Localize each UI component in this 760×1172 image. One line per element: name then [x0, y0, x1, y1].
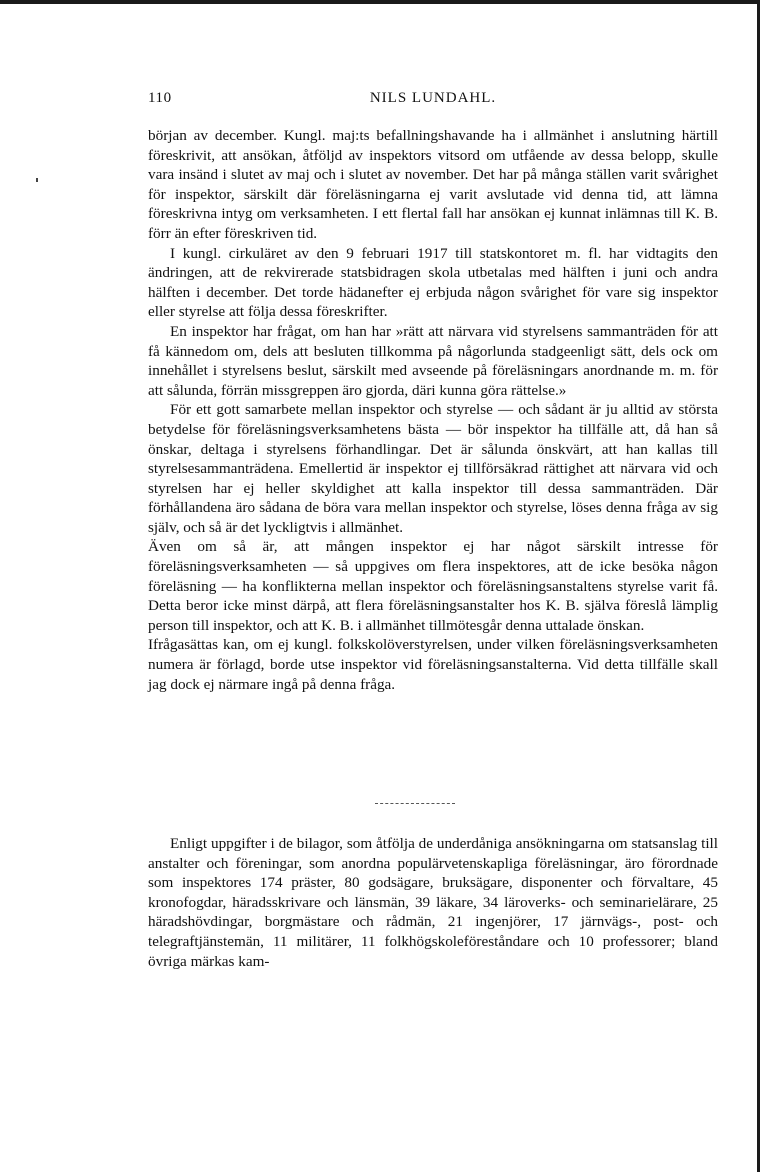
margin-mark — [36, 178, 38, 182]
top-border-rule — [0, 0, 760, 4]
page-header — [148, 90, 718, 112]
section-divider — [375, 803, 455, 804]
paragraph: För ett gott samarbete mellan inspektor och styrelse — och sådant är ju alltid av största betydelse för föreläsningsverksamhetens bästa — bör inspektor ha tillfälle att, då han så önskar, deltaga i styrelsens förhandlingar. Det är sålunda önskvärt, att han kallas till styrelsesammanträdena. Emellertid är inspektor ej tillförsäkrad rättighet att närvara vid och styrelsen har ej heller skyldighet att kalla inspektor till dessa sammanträden. Där förhållandena äro sådana de böra vara mellan inspektor och styrelse, löses denna fråga av sig själv, och så är det lyckligtvis i allmänhet. — [148, 401, 718, 536]
body-text-section-1 — [148, 126, 718, 694]
running-head: NILS LUNDAHL. — [369, 90, 497, 106]
paragraph: En inspektor har frågat, om han har »rätt att närvara vid styrelsens sammanträden för att få kännedom om, dels att besluten tillkomma på någorlunda stadgeenligt sätt, dels ock om innehållet i styrelsens beslut, särskilt med avseende på föreläsningars anordnande m. m. för att sålunda, förrän missgreppen äro gjorda, däri kunna göra rättelse.» — [148, 322, 718, 399]
body-text-section-2 — [148, 834, 718, 971]
paragraph: Ifrågasättas kan, om ej kungl. folkskolöverstyrelsen, under vilken föreläsningsverksamheten numera är förlagd, borde utse inspektor vid föreläsningsanstalterna. Vid detta tillfälle skall jag dock ej närmare ingå på denna fråga. — [148, 636, 718, 693]
paragraph: början av december. Kungl. maj:ts befallningshavande ha i allmänhet i anslutning härtill föreskrivit, att ansökan, åtföljd av inspektors vitsord om utfående av dessa belopp, skulle vara insänd i slutet av maj och i slutet av november. Det har på många ställen varit svårighet för inspektor, särskilt där föreläsningarna ej varit avslutade vid denna tid, att lämna föreskrivna intyg om verksamheten. I ett flertal fall har ansökan ej kunnat inlämnas till K. B. förr än efter föreskriven tid. — [148, 127, 718, 242]
paragraph: Enligt uppgifter i de bilagor, som åtfölja de underdåniga ansökningarna om statsanslag till anstalter och föreningar, som anordna populärvetenskapliga föreläsningar, äro förordnade som inspektores 174 präster, 80 godsägare, bruksägare, disponenter och förvaltare, 45 kronofogdar, häradsskrivare och länsmän, 39 läkare, 34 läroverks- och seminarielärare, 25 häradshövdingar, borgmästare och rådmän, 21 ingenjörer, 17 järnvägs-, post- och telegraftjänstemän, 11 militärer, 11 folkhögskoleföreståndare och 10 professorer; bland övriga märkas kam- — [148, 835, 718, 970]
paragraph: Även om så är, att mången inspektor ej har något särskilt intresse för föreläsningsverksamheten — så uppgives om flera inspektores, att de icke besöka någon föreläsning — ha konflikterna mellan inspektor och föreläsningsanstaltens styrelse varit få. Detta beror icke minst därpå, att flera föreläsningsanstalter hos K. B. själva föreslå lämplig person till inspektor, och att K. B. i allmänhet tillmötesgår denna uttalade önskan. — [148, 538, 718, 634]
paragraph: I kungl. cirkuläret av den 9 februari 1917 till statskontoret m. fl. har vidtagits den ändringen, att de rekvirerade statsbidragen skola utbetalas med hälften i juni och andra hälften i december. Det torde hädanefter ej erbjuda någon svårighet för vare sig inspektor eller styrelse att följa dessa föreskrifter. — [148, 244, 718, 321]
page-number: 110 — [148, 90, 172, 106]
